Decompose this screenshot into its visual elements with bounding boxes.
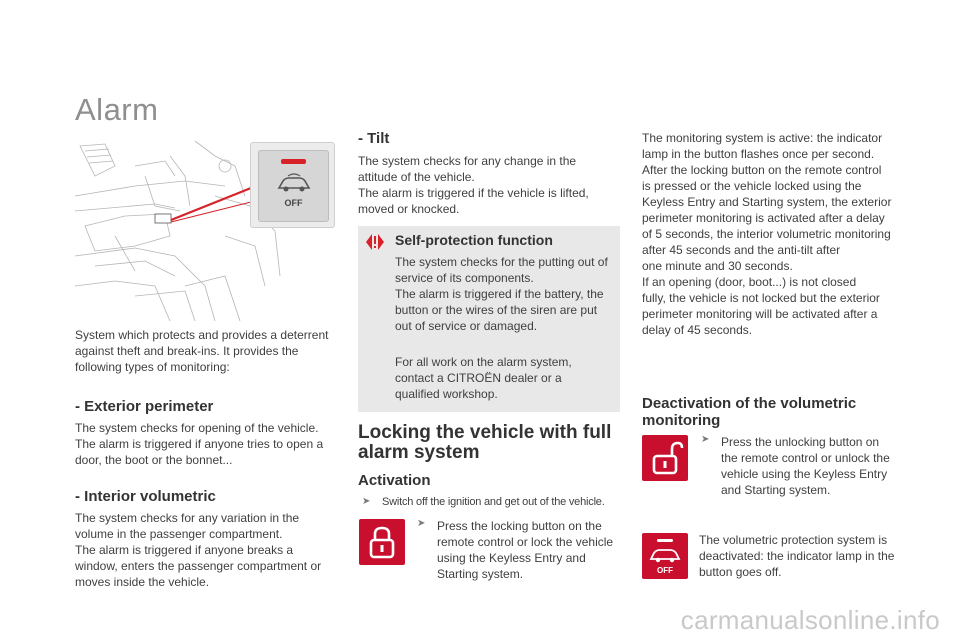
activation-heading: Activation <box>358 472 431 489</box>
self-line: The system checks for the putting out of <box>395 255 608 269</box>
exterior-text <box>75 420 345 468</box>
interior-heading: - Interior volumetric <box>75 488 216 505</box>
monitoring-line: perimeter monitoring will be activated after a <box>642 307 878 321</box>
lock-line: Starting system. <box>437 567 524 581</box>
interior-line: moves inside the vehicle. <box>75 575 210 589</box>
padlock-locked-icon <box>359 519 405 565</box>
note-line: contact a CITROËN dealer or a <box>395 371 562 385</box>
alarm-off-tile <box>642 533 688 579</box>
locking-heading-line: alarm system <box>358 442 480 463</box>
bullet-icon: ➤ <box>362 496 371 507</box>
monitoring-line: after 45 seconds and the anti-tilt after <box>642 243 841 257</box>
interior-line: The alarm is triggered if anyone breaks a <box>75 543 294 557</box>
bullet-icon: ➤ <box>417 518 426 529</box>
warning-icon <box>365 233 385 251</box>
exterior-line: The system checks for opening of the vehicle. <box>75 421 319 435</box>
note-line: For all work on the alarm system, <box>395 355 572 369</box>
intro-line: System which protects and provides a deterrent <box>75 328 329 342</box>
interior-line: The system checks for any variation in the <box>75 511 300 525</box>
self-protection-note <box>395 354 617 402</box>
unlock-line: vehicle using the Keyless Entry <box>721 467 888 481</box>
monitoring-line: one minute and 30 seconds. <box>642 259 793 273</box>
tilt-line: The alarm is triggered if the vehicle is lifted, <box>358 186 589 200</box>
tilt-heading: - Tilt <box>358 130 390 147</box>
car-alarm-icon <box>276 173 312 195</box>
intro-line: against theft and break-ins. It provides the <box>75 344 299 358</box>
padlock-unlocked-tile <box>642 435 688 481</box>
deactivation-heading-line: monitoring <box>642 412 721 429</box>
watermark: carmanualsonline.info <box>680 605 940 635</box>
interior-line: volume in the passenger compartment. <box>75 527 283 541</box>
deactivation-heading <box>642 395 912 429</box>
interior-text <box>75 510 345 590</box>
locking-heading <box>358 423 623 463</box>
deactivation-heading-line: Deactivation of the volumetric <box>642 395 857 412</box>
monitoring-line: After the locking button on the remote control <box>642 163 882 177</box>
self-protection-heading: Self-protection function <box>395 232 553 248</box>
intro-line: following types of monitoring: <box>75 360 230 374</box>
padlock-locked-tile <box>359 519 405 565</box>
monitoring-line: fully, the vehicle is not locked but the exterior <box>642 291 880 305</box>
self-protection-text <box>395 254 617 334</box>
monitoring-line: The monitoring system is active: the indicator <box>642 131 883 145</box>
exterior-line: door, the boot or the bonnet... <box>75 453 233 467</box>
locking-heading-line: Locking the vehicle with full <box>358 422 612 443</box>
intro-text <box>75 327 345 375</box>
tilt-line: moved or knocked. <box>358 202 460 216</box>
monitoring-line: is pressed or the vehicle locked using the <box>642 179 862 193</box>
alarm-off-button <box>258 150 329 222</box>
self-line: The alarm is triggered if the battery, the <box>395 287 604 301</box>
self-line: button or the wires of the siren are put <box>395 303 598 317</box>
monitoring-line: Keyless Entry and Starting system, the exterior <box>642 195 892 209</box>
deactivation-text <box>699 532 914 580</box>
interior-line: window, enters the passenger compartment or <box>75 559 322 573</box>
alarm-off-button-inset <box>250 142 335 228</box>
unlock-bullet-text <box>721 434 911 498</box>
note-line: qualified workshop. <box>395 387 498 401</box>
exterior-heading: - Exterior perimeter <box>75 398 214 415</box>
deact-line: button goes off. <box>699 565 782 579</box>
lock-bullet-text <box>437 518 627 582</box>
bullet-icon: ➤ <box>701 434 710 445</box>
exterior-line: The alarm is triggered if anyone tries to open a <box>75 437 324 451</box>
self-line: service of its components. <box>395 271 534 285</box>
monitoring-text <box>642 130 904 338</box>
monitoring-line: If an opening (door, boot...) is not closed <box>642 275 857 289</box>
deact-line: deactivated: the indicator lamp in the <box>699 549 895 563</box>
monitoring-line: delay of 45 seconds. <box>642 323 753 337</box>
indicator-lamp <box>281 159 306 164</box>
activation-bullet <box>362 496 624 512</box>
padlock-unlocked-icon <box>642 435 688 481</box>
self-line: out of service or damaged. <box>395 319 538 333</box>
monitoring-line: perimeter monitoring is activated after a delay <box>642 211 885 225</box>
unlock-line: the remote control or unlock the <box>721 451 890 465</box>
deact-line: The volumetric protection system is <box>699 533 888 547</box>
monitoring-line: lamp in the button flashes once per second. <box>642 147 875 161</box>
lock-line: using the Keyless Entry and <box>437 551 586 565</box>
off-tile-label: OFF <box>657 566 673 575</box>
tilt-line: attitude of the vehicle. <box>358 170 475 184</box>
lock-line: Press the locking button on the <box>437 519 602 533</box>
monitoring-line: of 5 seconds, the interior volumetric monitoring <box>642 227 891 241</box>
tilt-text <box>358 153 620 217</box>
unlock-line: and Starting system. <box>721 483 831 497</box>
unlock-line: Press the unlocking button on <box>721 435 880 449</box>
tilt-line: The system checks for any change in the <box>358 154 577 168</box>
activation-bullet-text: Switch off the ignition and get out of the vehicle. <box>382 496 605 508</box>
self-protection-box <box>358 226 620 412</box>
lock-line: remote control or lock the vehicle <box>437 535 614 549</box>
off-label: OFF <box>284 198 303 208</box>
page-title: Alarm <box>75 92 159 127</box>
